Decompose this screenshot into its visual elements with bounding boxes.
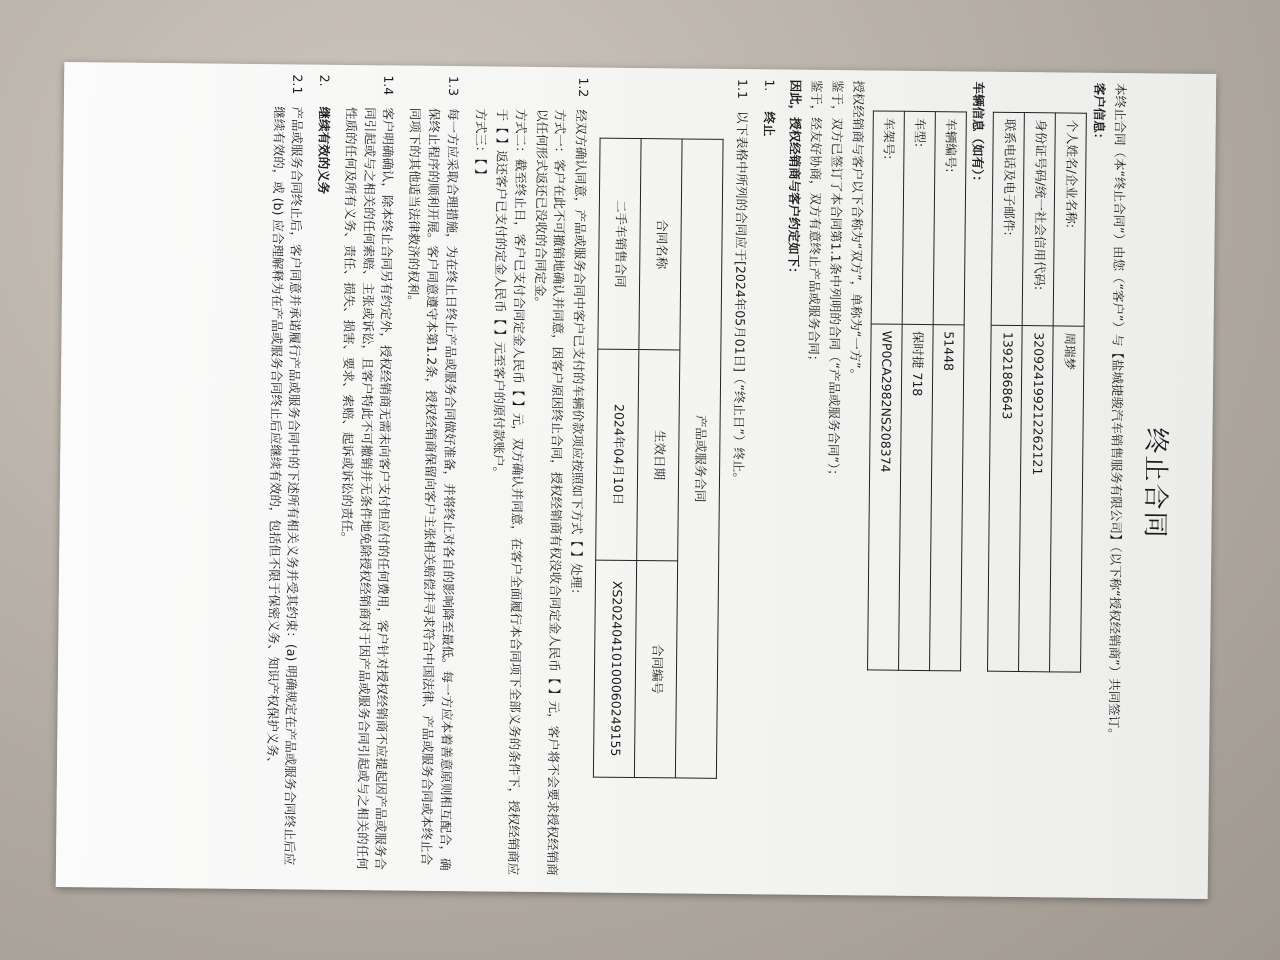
clause-text: 以下表格中所列的合同应于[2024年05月01日]（“终止日”）终止。 — [730, 111, 750, 485]
contract-cell: 二手车销售合同 — [598, 138, 641, 349]
table-row — [898, 111, 935, 670]
vehicle-label: 车型: — [902, 111, 935, 324]
clause-1-4 — [333, 75, 398, 876]
customer-label: 身份证号码/统一社会信用代码: — [1023, 113, 1056, 326]
vehicle-heading: 车辆信息（如有）： — [970, 81, 987, 188]
contract-group-header: 产品或服务合同 — [676, 139, 724, 778]
customer-value: 320924199212262121 — [1019, 326, 1054, 672]
customer-heading: 客户信息： — [1091, 82, 1108, 146]
whereas-1: 鉴于，双方已签订了本合同第1.1条中列明的合同（“产品或服务合同”）； — [825, 80, 846, 482]
clause-text: 产品或服务合同终止后，客户同意并承诺履行产品或服务合同中的下述所有相关义务并受其约束：(a) 明确规定在产品或服务合同终止后应继续有效的，或 (b) 应合理解释为在产品或服务合同终止后应继续有效的，包括但不限于保密义务、知识产权保护义务、 — [264, 106, 306, 866]
table-row — [867, 111, 904, 670]
customer-label: 个人姓名/企业名称: — [1054, 113, 1087, 326]
vehicle-value: 保时捷 718 — [898, 324, 933, 670]
customer-label: 联系电话及电子邮件: — [992, 112, 1025, 325]
vehicle-value: 51448 — [929, 325, 964, 671]
table-row — [594, 138, 642, 777]
customer-value: 13921868643 — [988, 325, 1023, 671]
clause-1-3 — [397, 76, 462, 877]
section-number: 1. — [761, 79, 777, 92]
vehicle-label: 车架号: — [871, 111, 904, 324]
table-row — [676, 139, 724, 778]
section-1-heading — [751, 79, 778, 879]
intro-paragraph: 本终止合同（本“终止合同”）由您（“客户”）与【盐城捷骏汽车销售服务有限公司】（以下称“授权经销商”）共同签订。 — [1106, 82, 1129, 741]
section-title: 继续有效的义务 — [316, 106, 333, 195]
customer-table — [988, 112, 1088, 673]
contract-header: 合同编号 — [635, 560, 678, 778]
option-3: 方式三：【 】 — [473, 108, 490, 182]
option-1: 方式一：客户在此不可撤销地确认并同意，因客户原因终止合同，授权经销商有权没收合同定金人民币【 】元，客户将不会要求授权经销商以任何形式返还已没收的合同定金。 — [532, 108, 569, 876]
clause-number: 1.1 — [735, 79, 751, 100]
vehicle-table — [867, 110, 967, 671]
clause-text: 经双方确认同意，产品或服务合同中客户已支付的车辆价款项应按照如下方式【 】处理： — [568, 109, 590, 601]
section-2-heading — [306, 75, 333, 875]
contract-header: 合同名称 — [639, 139, 682, 350]
document-page — [68, 72, 1186, 884]
table-row — [929, 112, 966, 671]
section-number: 2. — [317, 74, 333, 87]
option-2: 方式二：截至终止日，客户已支付合同定金人民币【 】元，双方确认并同意，在客户全面履行本合同项下全部义务的条件下，授权经销商应于【 】返还客户已支付的定金人民币【 】元至客户的原付款账户。 — [491, 108, 529, 876]
document-title: 终止合同 — [1139, 427, 1171, 540]
contract-header: 生效日期 — [637, 349, 680, 560]
clause-1-1 — [724, 79, 751, 879]
clause-number: 1.2 — [576, 77, 592, 98]
clause-number: 2.1 — [290, 74, 306, 95]
contract-table — [593, 138, 724, 779]
vehicle-value: WP0CA2982NS208374 — [867, 324, 902, 670]
table-row — [1050, 113, 1087, 672]
contract-cell: XS20240410100060249155 — [594, 560, 637, 778]
paper-sheet — [56, 62, 1217, 899]
customer-value: 周瑞梦 — [1050, 326, 1085, 672]
table-row — [988, 112, 1025, 671]
clause-1-2 — [462, 76, 593, 877]
table-row — [635, 139, 683, 778]
contract-cell: 2024年04月10日 — [596, 349, 639, 560]
clause-text: 每一方应采取合理措施，为在终止日终止产品或服务合同做好准备，并将终止对各自的影响降至最低。每一方应本着善意原则相互配合，确保终止程序的顺利开展。客户同意遵守本第1.2条，授权经销商保留向客户主张相关赔偿并寻求符合中国法律、产品或服务合同或本终止合同项下的其他适当法律救济的权利。 — [406, 107, 461, 871]
clause-number: 1.3 — [445, 75, 461, 97]
table-row — [1019, 113, 1056, 672]
whereas-2: 鉴于，经友好协商，双方有意终止产品或服务合同； — [806, 79, 825, 368]
therefore-clause: 因此，授权经销商与客户约定如下： — [786, 79, 804, 280]
section-title: 终止 — [761, 111, 777, 137]
vehicle-label: 车辆编号: — [933, 112, 966, 325]
clause-2-1 — [261, 74, 307, 874]
clause-number: 1.4 — [381, 75, 397, 96]
clause-text: 客户明确确认，除本终止合同另有约定外，授权经销商无需未向客户支付但应付的任何费用，客户针对授权经销商不应提起因产品或服务合同引起或与之相关的任何索赔、主张或诉讼，且客户特此不可撤销并无条件地免除授权经销商对于因产品或服务合同引起或与之相关的任何性质的任何及所有义务、责任、损失、损害、要求、索赔、起诉或诉讼的责任。 — [339, 106, 397, 870]
party-note: 授权经销商与客户以下合称为“双方”，单称为“一方”。 — [847, 80, 866, 382]
